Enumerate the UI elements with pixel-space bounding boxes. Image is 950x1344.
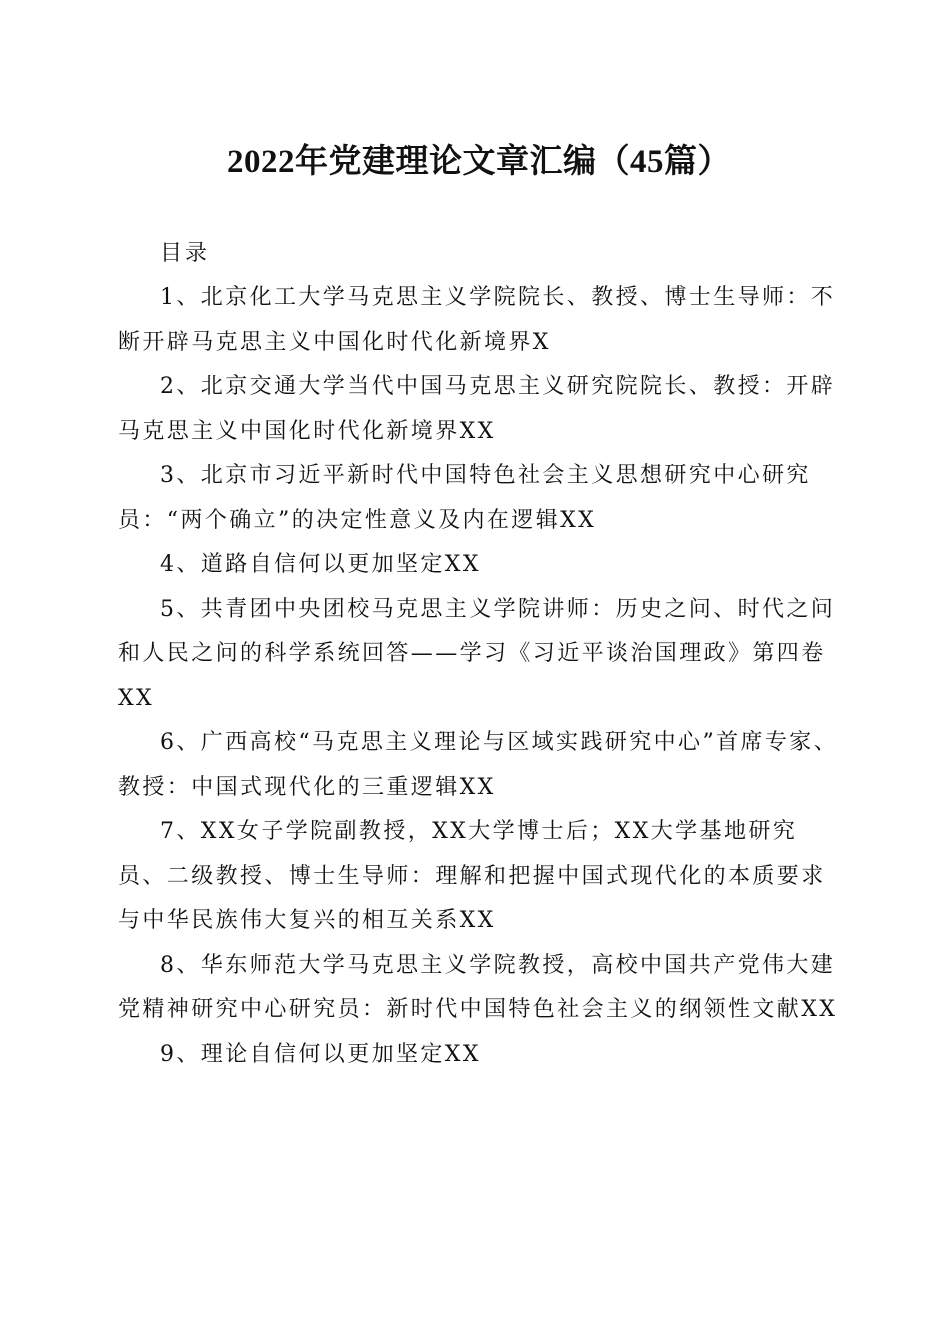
toc-entry[interactable]: 6、广西高校“马克思主义理论与区域实践研究中心”首席专家、教授：中国式现代化的三重逻辑XX bbox=[118, 730, 839, 800]
toc-entry[interactable]: 5、共青团中央团校马克思主义学院讲师：历史之问、时代之问和人民之问的科学系统回答——学习《习近平谈治国理政》第四卷XX bbox=[118, 596, 836, 711]
table-of-contents bbox=[118, 232, 840, 1077]
toc-entry[interactable]: 7、XX女子学院副教授，XX大学博士后；XX大学基地研究员、二级教授、博士生导师：理解和把握中国式现代化的本质要求与中华民族伟大复兴的相互关系XX bbox=[118, 819, 826, 933]
toc-entry[interactable]: 3、北京市习近平新时代中国特色社会主义思想研究中心研究员：“两个确立”的决定性意义及内在逻辑XX bbox=[118, 463, 811, 533]
document-title: 2022年党建理论文章汇编（45篇） bbox=[227, 144, 731, 180]
toc-entry[interactable]: 2、北京交通大学当代中国马克思主义研究院院长、教授：开辟马克思主义中国化时代化新境界XX bbox=[118, 374, 836, 444]
toc-entry[interactable]: 4、道路自信何以更加坚定XX bbox=[160, 552, 481, 577]
toc-entry[interactable]: 8、华东师范大学马克思主义学院教授，高校中国共产党伟大建党精神研究中心研究员：新时代中国特色社会主义的纲领性文献XX bbox=[118, 952, 838, 1022]
toc-heading: 目录 bbox=[160, 241, 211, 266]
toc-entry[interactable]: 9、理论自信何以更加坚定XX bbox=[160, 1041, 481, 1067]
toc-entry[interactable]: 1、北京化工大学马克思主义学院院长、教授、博士生导师：不断开辟马克思主义中国化时代化新境界X bbox=[118, 285, 836, 355]
